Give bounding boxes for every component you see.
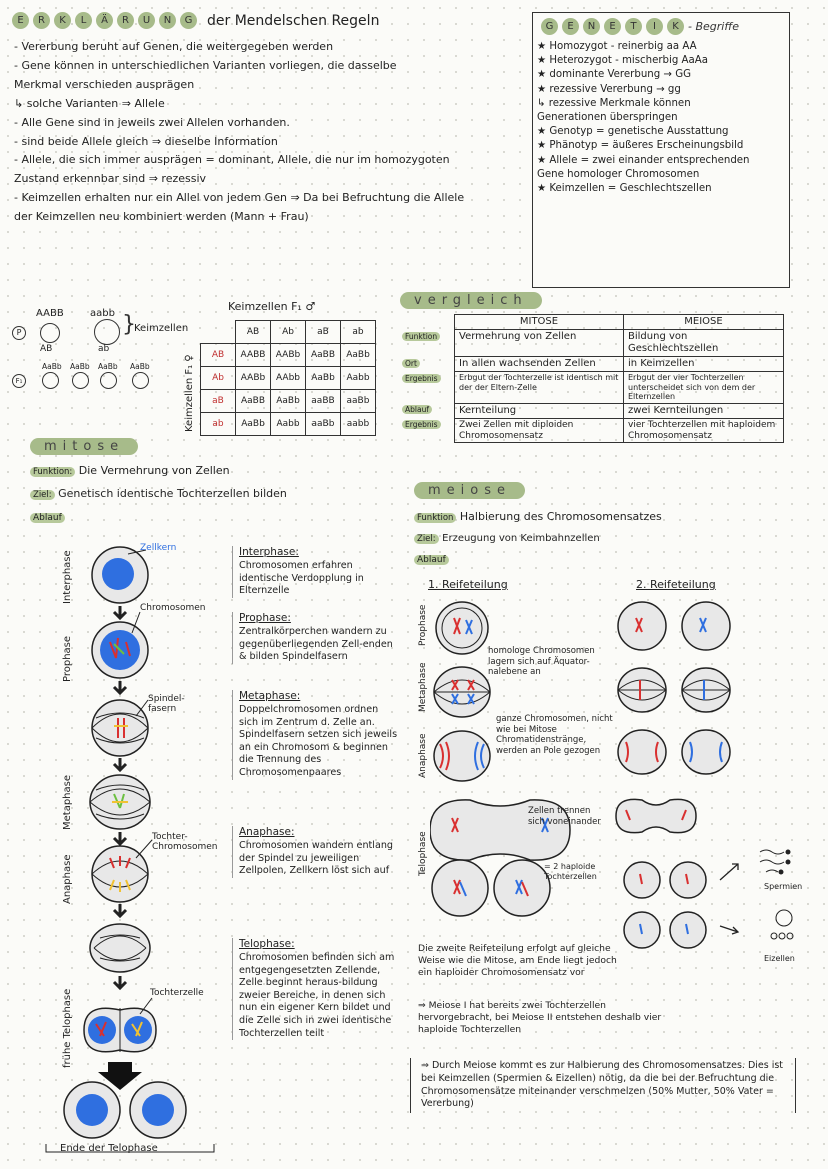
side-label: Metaphase (418, 662, 428, 712)
side-label: Interphase (62, 550, 73, 604)
cell-icon (132, 372, 149, 389)
table-row (398, 357, 784, 372)
glossary-item: ★ Homozygot - reinerbig aa AA (537, 41, 697, 52)
funktion-text: Halbierung des Chromosomensatzes (459, 510, 662, 523)
ende-telophase-label: Ende der Telophase (60, 1143, 158, 1154)
metaphase-cell (92, 700, 148, 756)
grid-row-header: ab (201, 413, 236, 436)
punnett-square (200, 320, 376, 436)
title-letter: E (562, 18, 579, 35)
ziel-text: Genetisch identische Tochterzellen bilden (58, 487, 287, 500)
side-label: Telophase (418, 831, 428, 876)
grid-col-header: ab (341, 321, 376, 344)
table-cell: Vermehrung von Zellen (455, 330, 624, 357)
early-telophase-cell (84, 1008, 156, 1052)
side-label: frühe Telophase (62, 988, 73, 1068)
mitose-title: mitose (30, 438, 138, 455)
f1-genotype: AaBb (98, 362, 118, 371)
title-letter: L (75, 12, 92, 29)
phase-text: Doppelchromosomen ordnen sich im Zentrum d. Zelle an. Spindelfasern setzen sich jeweils an ein Chromosom & beginnen die Trennung des Chromosomenpaares (239, 703, 398, 779)
grid-row-header: aB (201, 390, 236, 413)
grid-cell: AaBB (306, 344, 341, 367)
gamete-genotype-1: AB (40, 344, 53, 354)
intro-line: - Alle Gene sind in jeweils zwei Allelen vorhanden. (14, 115, 290, 129)
grid-row-header: AB (201, 344, 236, 367)
f1-genotype: AaBb (70, 362, 90, 371)
row-tag: Ort (402, 359, 420, 368)
phase-title: Anaphase: (239, 826, 295, 838)
phase-description (232, 938, 399, 1040)
vergleich-title: vergleich (400, 292, 542, 309)
phase-title: Metaphase: (239, 690, 301, 702)
intro-line: - Allele, die sich immer ausprägen = dominant, Allele, die nur im homozygoten (14, 153, 450, 167)
meiose-funktion (414, 510, 662, 525)
table-row (398, 372, 784, 404)
summary-box: ⇒ Durch Meiose kommt es zur Halbierung des Chromosomensatzes. Dies ist bei Keimzellen (Spermien & Eizellen) nötig, da die bei der Befruchtung die Chromosomensätze miteinander verschmelzen (50% Mutter, 50% Vater = Vererbung) (410, 1058, 796, 1113)
meiose-text: ⇒ Meiose I hat bereits zwei Tochterzellen hervorgebracht, bei Meiose II entstehen deshalb vier haploide Tochterzellen (418, 1000, 662, 1035)
grid-cell: AaBb (271, 390, 306, 413)
cell-icon (42, 372, 59, 389)
title-letter: G (180, 12, 197, 29)
intro-line: Zustand erkennbar sind ⇒ rezessiv (14, 172, 207, 186)
meiose-ziel (414, 531, 600, 546)
title-letter: N (159, 12, 176, 29)
parent-genotype-2: aabb (90, 308, 115, 319)
f1-genotype: AaBb (42, 362, 62, 371)
title-letter: E (604, 18, 621, 35)
phase-title: Prophase: (239, 612, 291, 624)
phase-text: Chromosomen erfahren identische Verdopplung in Elternzelle (239, 559, 364, 597)
side-label: Anaphase (62, 854, 73, 904)
grid-cell: aabb (341, 413, 376, 436)
table-cell: in Keimzellen (624, 357, 784, 372)
gamete-genotype-2: ab (98, 344, 110, 354)
grid-cell: aaBb (341, 390, 376, 413)
glossary-item: Generationen überspringen (537, 111, 678, 123)
phase-description (232, 546, 399, 598)
table-cell: zwei Kernteilungen (624, 403, 784, 418)
table-cell: Kernteilung (455, 403, 624, 418)
glossary-item: ★ Genotyp = genetische Ausstattung (537, 126, 729, 138)
title-letter: I (646, 18, 663, 35)
phase-title: Telophase: (239, 938, 295, 950)
grid-row-header: Ab (201, 367, 236, 390)
intro-line: - sind beide Allele gleich ⇒ dieselbe Information (14, 134, 278, 148)
table-row (398, 403, 784, 418)
table-cell: Bildung von Geschlechtszellen (624, 330, 784, 357)
phase-text: Chromosomen befinden sich am entgegengesetzten Zellende, Zelle beginnt heraus-bildung zweier Bereiche, in denen sich nun ein eigener Kern bildet und die Zelle sich in zwei identische Tochterzellen teilt (239, 951, 395, 1039)
reifeteilung-1-label: 1. Reifeteilung (428, 578, 508, 591)
title-letter: U (138, 12, 155, 29)
meiose-title: meiose (414, 482, 525, 499)
tochterzelle-label: Tochterzelle (150, 988, 204, 998)
reifeteilung-2-label: 2. Reifeteilung (636, 578, 716, 591)
glossary-item: ★ Allele = zwei einander entsprechenden (537, 154, 750, 166)
meiosis-diagram (430, 590, 803, 950)
ziel-text: Erzeugung von Keimbahnzellen (442, 533, 600, 544)
phase-title: Interphase: (239, 546, 299, 558)
title-letter: K (54, 12, 71, 29)
arrow-icon (114, 681, 126, 693)
ziel-tag: Ziel: (30, 490, 55, 500)
grid-col-header: AB (236, 321, 271, 344)
mitose-header: MITOSE (455, 315, 624, 330)
meiose-text: Die zweite Reifeteilung erfolgt auf gleiche Weise wie die Mitose, am Ende liegt jedoch ein haploider Chromosomensatz vor (418, 943, 617, 978)
ziel-tag: Ziel: (414, 534, 439, 544)
intro-line: der Keimzellen neu kombiniert werden (Mann + Frau) (14, 210, 309, 224)
f1-genotype: AaBb (130, 362, 150, 371)
table-cell: Zwei Zellen mit diploiden Chromosomensatz (455, 418, 624, 443)
keimzellen-label: Keimzellen (134, 323, 189, 334)
end-telophase-cells (64, 1082, 186, 1138)
meiose-note: homologe Chromosomen lagern sich auf Äquator-nalebene an (488, 646, 595, 678)
table-cell: vier Tochterzellen mit haploidem Chromosomensatz (624, 418, 784, 443)
cell-icon (40, 323, 60, 343)
funktion-text: Die Vermehrung von Zellen (78, 464, 230, 477)
table-cell: Erbgut der Tochterzelle ist identisch mit der der Eltern-Zelle (455, 372, 624, 404)
title-letter: N (583, 18, 600, 35)
interphase-cell (92, 547, 148, 603)
cell-icon (72, 372, 89, 389)
cell-icon (94, 319, 120, 345)
glossary-item: ★ rezessive Vererbung → gg (537, 83, 681, 95)
arrow-icon (114, 758, 126, 770)
side-label: Prophase (418, 604, 428, 646)
ablauf-tag: Ablauf (414, 555, 449, 565)
ablauf-tag: Ablauf (30, 513, 65, 523)
side-label: Anaphase (418, 733, 428, 778)
intro-line: - Vererbung beruht auf Genen, die weitergegeben werden (14, 40, 334, 53)
title-letter: E (12, 12, 29, 29)
eizellen-label: Eizellen (764, 954, 795, 963)
table-cell: In allen wachsenden Zellen (455, 357, 624, 372)
glossary-item: ★ Heterozygot - mischerbig AaAa (537, 55, 708, 67)
side-label: Metaphase (62, 774, 73, 830)
grid-cell: AAbb (271, 367, 306, 390)
title-letter: G (541, 18, 558, 35)
meiosis2-cells (616, 602, 730, 948)
glossary-item: Gene homologer Chromosomen (537, 168, 700, 180)
table-row (398, 418, 784, 443)
glossary-item: ↳ rezessive Merkmale können (537, 97, 691, 109)
table-corner (398, 315, 455, 330)
meiose-ablauf (414, 552, 449, 567)
funktion-tag: Funktion: (30, 467, 75, 477)
arrow-icon (114, 976, 126, 988)
phase-description (232, 826, 399, 878)
intro-line: - Keimzellen erhalten nur ein Allel von jedem Gen ⇒ Da bei Befruchtung die Allele (14, 191, 465, 205)
row-tag: Ablauf (402, 405, 432, 414)
row-tag: Ergebnis (402, 374, 441, 383)
table-row (398, 330, 784, 357)
grid-col-header: Ab (271, 321, 306, 344)
meiose-note: Zellen trennen sich voneinander (528, 806, 601, 827)
funktion-tag: Funktion (414, 513, 456, 523)
p-generation-label: P (12, 326, 26, 340)
tochter-chromosomen-label: Tochter-Chromosomen (152, 832, 218, 852)
title-rest: der Mendelschen Regeln (207, 12, 380, 29)
phase-text: Zentralkörperchen wandern zu gegenüberliegenden Zell-enden & bilden Spindelfasern (239, 625, 393, 663)
chromosomen-label: Chromosomen (140, 603, 206, 613)
grid-cell: AABb (271, 344, 306, 367)
arrow-icon (114, 606, 126, 618)
mitose-ablauf (30, 510, 65, 525)
title-letter: K (667, 18, 684, 35)
parent-genotype-1: AABB (36, 308, 64, 319)
grid-col-header: aB (306, 321, 341, 344)
grid-cell: Aabb (271, 413, 306, 436)
glossary-item: ★ Keimzellen = Geschlechtszellen (537, 182, 712, 194)
intro-line: Merkmal verschieden ausprägen (14, 77, 195, 91)
f1-generation-label: F₁ (12, 374, 26, 388)
row-tag: Ergebnis (402, 420, 441, 429)
row-tag: Funktion (402, 332, 440, 341)
grid-corner (201, 321, 236, 344)
meiose-note: ganze Chromosomen, nicht wie bei Mitose Chromatidenstränge, werden an Pole gezogen (496, 714, 613, 756)
mitose-funktion (30, 464, 230, 479)
meiose-note: = 2 haploide Tochterzellen (544, 862, 597, 881)
intro-list (14, 38, 519, 227)
grid-cell: Aabb (341, 367, 376, 390)
grid-cell: AaBb (236, 413, 271, 436)
spermien-label: Spermien (764, 882, 803, 891)
grid-side-label: Keimzellen F₁ ♀ (184, 354, 195, 432)
glossary-list (537, 41, 789, 194)
grid-title: Keimzellen F₁ ♂ (228, 300, 316, 313)
phase-description (232, 690, 399, 780)
meiose-header: MEIOSE (624, 315, 784, 330)
arrow-icon (720, 864, 738, 934)
grid-cell: AaBb (306, 367, 341, 390)
brace-icon: } (122, 312, 136, 337)
spindel-label: Spindel-fasern (148, 694, 185, 714)
glossary-box (532, 12, 790, 288)
telophase-cell (90, 924, 150, 972)
egg-icon (771, 910, 793, 939)
metaphase-cell-2 (90, 775, 150, 829)
glossary-item: ★ Phänotyp = äußeres Erscheinungsbild (537, 140, 744, 152)
intro-line: ↳ solche Varianten ⇒ Allele (14, 96, 165, 110)
grid-cell: AaBb (341, 344, 376, 367)
zellkern-label: Zellkern (140, 543, 177, 553)
phase-text: Chromosomen wandern entlang der Spindel zu jeweiligen Zellpolen, Zellkern löst sich auf (239, 839, 394, 877)
grid-cell: AABB (236, 344, 271, 367)
cell-icon (100, 372, 117, 389)
meiosis-prophase-cell (436, 602, 488, 654)
sperm-icon (760, 850, 791, 875)
glossary-suffix: - Begriffe (688, 20, 740, 33)
grid-cell: AaBB (236, 390, 271, 413)
page-title (12, 12, 379, 29)
grid-cell: AABb (236, 367, 271, 390)
mitose-ziel (30, 487, 287, 502)
title-letter: T (625, 18, 642, 35)
cross-diagram (12, 300, 202, 400)
title-letter: Ä (96, 12, 113, 29)
grid-cell: aaBb (306, 413, 341, 436)
prophase-cell (92, 622, 148, 678)
title-letter: R (33, 12, 50, 29)
meiosis-metaphase-cell (434, 667, 490, 717)
comparison-table (398, 314, 784, 443)
arrow-icon (114, 832, 126, 844)
pointer-line (136, 840, 152, 858)
glossary-title (541, 18, 789, 35)
glossary-item: ★ dominante Vererbung → GG (537, 69, 691, 81)
intro-line: - Gene können in unterschiedlichen Varianten vorliegen, die dasselbe (14, 58, 397, 72)
meiosis-anaphase-cell (434, 731, 490, 781)
arrow-icon (114, 904, 126, 916)
haploid-cells (432, 860, 550, 916)
phase-description (232, 612, 399, 664)
side-label: Prophase (62, 635, 73, 682)
table-cell: Erbgut der vier Tochterzellen unterscheidet sich von dem der Elternzellen (624, 372, 784, 404)
title-letter: R (117, 12, 134, 29)
grid-cell: aaBB (306, 390, 341, 413)
